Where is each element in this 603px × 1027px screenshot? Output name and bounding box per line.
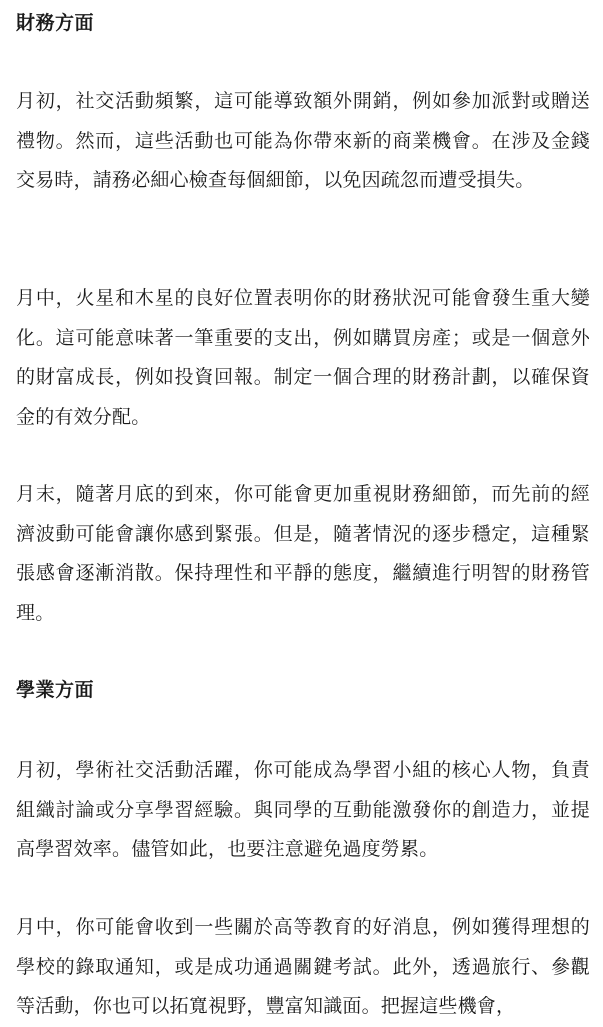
study-paragraph-mid-month: 月中，你可能會收到一些關於高等教育的好消息，例如獲得理想的學校的錄取通知，或是成功通過關鍵考試。此外，透過旅行、參觀等活動，你也可以拓寬視野，豐富知識面。把握這些機會， — [16, 916, 590, 1017]
finance-paragraph-early-month: 月初，社交活動頻繁，這可能導致額外開銷，例如參加派對或贈送禮物。然而，這些活動也可能為你帶來新的商業機會。在涉及金錢交易時，請務必細心檢查每個細節，以免因疏忽而遭受損失。 — [16, 90, 590, 191]
finance-paragraph-end-month: 月末，隨著月底的到來，你可能會更加重視財務細節，而先前的經濟波動可能會讓你感到緊張。但是，隨著情況的逐步穩定，這種緊張感會逐漸消散。保持理性和平靜的態度，繼續進行明智的財務管理。 — [16, 483, 590, 624]
study-paragraph-early-month: 月初，學術社交活動活躍，你可能成為學習小組的核心人物，負責組織討論或分享學習經驗。與同學的互動能激發你的創造力，並提高學習效率。儘管如此，也要注意避免過度勞累。 — [16, 759, 590, 860]
study-heading: 學業方面 — [16, 679, 95, 701]
finance-paragraph-mid-month: 月中，火星和木星的良好位置表明你的財務狀況可能會發生重大變化。這可能意味著一筆重要的支出，例如購買房產；或是一個意外的財富成長，例如投資回報。制定一個合理的財務計劃，以確保資金的有效分配。 — [16, 287, 590, 428]
finance-heading: 財務方面 — [16, 12, 95, 34]
